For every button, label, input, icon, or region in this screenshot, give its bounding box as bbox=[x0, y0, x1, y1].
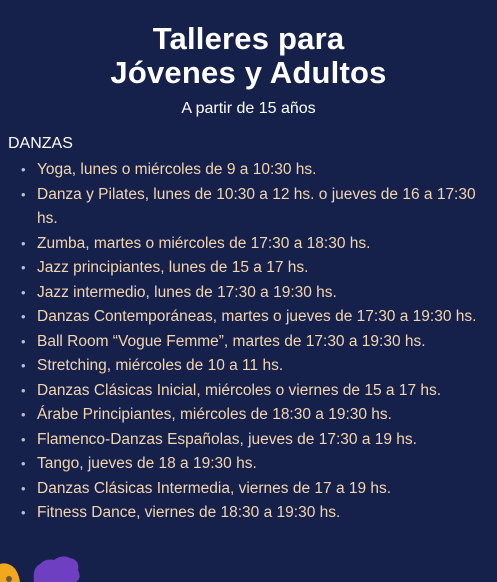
list-item-text: Flamenco-Danzas Españolas, jueves de 17:30 a 19 hs. bbox=[37, 430, 417, 448]
bullet-icon: • bbox=[21, 162, 26, 177]
title-line-2: Jóvenes y Adultos bbox=[110, 55, 387, 90]
list-item bbox=[18, 452, 491, 477]
list-item bbox=[18, 158, 491, 183]
bullet-icon: • bbox=[21, 235, 26, 251]
list-item-text: Danzas Contemporáneas, martes o jueves de 17:30 a 19:30 hs. bbox=[37, 308, 477, 325]
bullet-icon: • bbox=[21, 186, 26, 202]
page-subtitle: A partir de 15 años bbox=[181, 100, 316, 117]
list-item bbox=[18, 501, 491, 526]
list-item-text: Danzas Clásicas Intermedia, viernes de 17 a 19 hs. bbox=[37, 479, 392, 497]
list-item bbox=[18, 305, 491, 330]
list-item-text: Jazz principiantes, lunes de 15 a 17 hs. bbox=[37, 259, 309, 276]
workshop-list bbox=[18, 158, 491, 526]
bullet-icon: • bbox=[21, 505, 26, 520]
list-item-text: Ball Room “Vogue Femme”, martes de 17:30 a 19:30 hs. bbox=[37, 332, 426, 350]
purple-decoration-shape bbox=[30, 552, 82, 582]
list-item-text: Jazz intermedio, lunes de 17:30 a 19:30 hs. bbox=[37, 283, 337, 301]
list-item bbox=[18, 354, 491, 379]
bullet-icon: • bbox=[21, 480, 26, 496]
bullet-icon: • bbox=[21, 309, 26, 324]
orange-decoration-shape bbox=[0, 560, 22, 582]
list-item bbox=[18, 403, 491, 428]
list-item bbox=[18, 428, 491, 453]
bullet-icon: • bbox=[21, 431, 26, 447]
bullet-icon: • bbox=[21, 333, 26, 349]
list-item-text: Yoga, lunes o miércoles de 9 a 10:30 hs. bbox=[37, 161, 317, 178]
list-item bbox=[18, 281, 491, 306]
list-item-text: Danza y Pilates, lunes de 10:30 a 12 hs. o jueves de 16 a 17:30 hs. bbox=[37, 185, 476, 227]
list-item-text: Tango, jueves de 18 a 19:30 hs. bbox=[37, 455, 257, 472]
bullet-icon: • bbox=[21, 284, 26, 300]
list-item bbox=[18, 379, 491, 404]
bullet-icon: • bbox=[21, 456, 26, 471]
title-line-1: Talleres para bbox=[152, 21, 345, 56]
list-item bbox=[18, 232, 491, 257]
list-item-text: Stretching, miércoles de 10 a 11 hs. bbox=[37, 357, 284, 374]
bullet-icon: • bbox=[21, 382, 26, 398]
bullet-icon: • bbox=[21, 358, 26, 373]
list-item-text: Fitness Dance, viernes de 18:30 a 19:30 hs. bbox=[37, 504, 341, 521]
list-item bbox=[18, 183, 491, 232]
list-item bbox=[18, 477, 491, 502]
section-heading-danzas: DANZAS bbox=[8, 135, 73, 152]
list-item-text: Zumba, martes o miércoles de 17:30 a 18:30 hs. bbox=[37, 234, 371, 252]
list-item bbox=[18, 330, 491, 355]
list-item-text: Árabe Principiantes, miércoles de 18:30 a 19:30 hs. bbox=[37, 406, 392, 423]
page-title bbox=[0, 22, 497, 90]
bullet-icon: • bbox=[21, 407, 26, 422]
list-item-text: Danzas Clásicas Inicial, miércoles o viernes de 15 a 17 hs. bbox=[37, 381, 442, 399]
bullet-icon: • bbox=[21, 260, 26, 275]
list-item bbox=[18, 256, 491, 281]
